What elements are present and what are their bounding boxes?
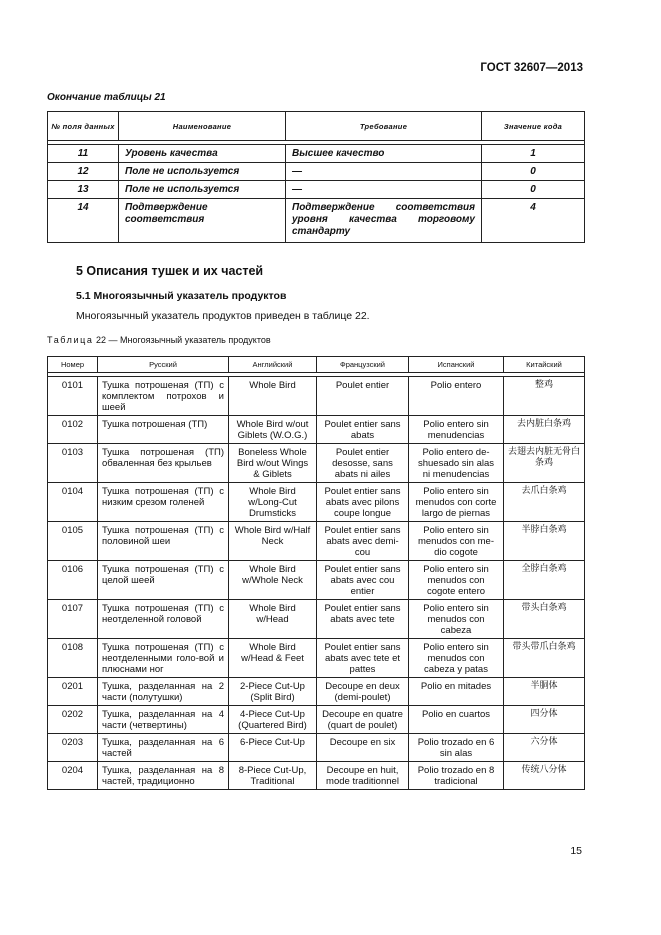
table22-cell-es: Polio entero de-shuesado sin alas ni menudencias: [409, 444, 504, 483]
table21-col-code: Значение кода: [482, 112, 585, 141]
table22-cell-ru: Тушка потрошеная (ТП) с неотделенными голо-вой и плюснами ног: [98, 639, 229, 678]
table21-row: [48, 199, 585, 243]
table22-col-fr: Французский: [317, 357, 409, 373]
table22-cell-fr: Poulet entier sans abats avec tete et pattes: [317, 639, 409, 678]
table21-cell-num: 12: [48, 163, 119, 181]
table22-row: [48, 522, 585, 561]
table22-cell-zh: 去翅去内脏无骨白条鸡: [504, 444, 585, 483]
table22-cell-ru: Тушка потрошеная (ТП): [98, 416, 229, 444]
table22-cell-es: Polio entero sin menudos con cabeza y patas: [409, 639, 504, 678]
table22-header-row: [48, 357, 585, 373]
table22-cell-num: 0106: [48, 561, 98, 600]
table22-cell-fr: Poulet entier sans abats avec demi-cou: [317, 522, 409, 561]
table22-cell-en: Whole Bird: [229, 377, 317, 416]
table21-cell-code: 4: [482, 199, 585, 243]
table21-col-num: № поля данных: [48, 112, 119, 141]
table22-cell-en: Whole Bird w/Whole Neck: [229, 561, 317, 600]
table22-row: [48, 678, 585, 706]
table22-cell-fr: Decoupe en huit, mode traditionnel: [317, 762, 409, 790]
table22-cell-es: Polio trozado en 8 tradicional: [409, 762, 504, 790]
table22-cell-fr: Decoupe en quatre (quart de poulet): [317, 706, 409, 734]
table21-cell-req: —: [286, 163, 482, 181]
table22-cell-es: Polio trozado en 6 sin alas: [409, 734, 504, 762]
table21-cell-name: Уровень качества: [119, 145, 286, 163]
table22-col-es: Испанский: [409, 357, 504, 373]
table22-caption-text: 22 — Многоязычный указатель продуктов: [96, 335, 271, 345]
table22-cell-es: Polio entero sin menudencias: [409, 416, 504, 444]
table22-cell-fr: Poulet entier sans abats avec cou entier: [317, 561, 409, 600]
table22: [47, 356, 585, 790]
table22-cell-en: Whole Bird w/Half Neck: [229, 522, 317, 561]
table22-cell-en: 8-Piece Cut-Up, Traditional: [229, 762, 317, 790]
table22-cell-es: Polio en mitades: [409, 678, 504, 706]
table21-cell-name: Подтверждение соответствия: [119, 199, 286, 243]
table21-caption: Окончание таблицы 21: [47, 92, 166, 103]
table22-row: [48, 561, 585, 600]
table22-caption: [47, 335, 271, 345]
table22-cell-ru: Тушка, разделанная на 2 части (полутушки): [98, 678, 229, 706]
table22-cell-num: 0103: [48, 444, 98, 483]
table21-cell-code: 0: [482, 163, 585, 181]
table22-cell-zh: 半脖白条鸡: [504, 522, 585, 561]
table21-row: [48, 145, 585, 163]
table22-cell-ru: Тушка, разделанная на 6 частей: [98, 734, 229, 762]
table22-cell-zh: 半胴体: [504, 678, 585, 706]
table21-cell-code: 0: [482, 181, 585, 199]
table22-row: [48, 762, 585, 790]
table22-cell-es: Polio entero sin menudos con me-dio cogote: [409, 522, 504, 561]
table22-cell-ru: Тушка потрошеная (ТП) с неотделенной головой: [98, 600, 229, 639]
table22-cell-fr: Poulet entier desosse, sans abats ni ailes: [317, 444, 409, 483]
table22-cell-num: 0102: [48, 416, 98, 444]
table22-row: [48, 444, 585, 483]
table22-cell-es: Polio entero sin menudos con cogote entero: [409, 561, 504, 600]
table22-cell-ru: Тушка, разделанная на 8 частей, традиционно: [98, 762, 229, 790]
table22-cell-es: Polio entero sin menudos con corte largo de piernas: [409, 483, 504, 522]
table22-cell-en: 4-Piece Cut-Up (Quartered Bird): [229, 706, 317, 734]
table22-cell-num: 0105: [48, 522, 98, 561]
table21-row: [48, 181, 585, 199]
table22-cell-fr: Poulet entier: [317, 377, 409, 416]
table21-cell-req: Подтверждение соответствия уровня качества торговому стандарту: [286, 199, 482, 243]
table21-row: [48, 163, 585, 181]
table21-cell-req: Высшее качество: [286, 145, 482, 163]
table22-cell-ru: Тушка потрошеная (ТП) с низким срезом голеней: [98, 483, 229, 522]
standard-code: ГОСТ 32607—2013: [480, 62, 583, 74]
table22-cell-num: 0201: [48, 678, 98, 706]
table22-cell-zh: 六分体: [504, 734, 585, 762]
table22-col-ru: Русский: [98, 357, 229, 373]
table21-cell-name: Поле не используется: [119, 163, 286, 181]
table22-row: [48, 639, 585, 678]
table21-cell-num: 13: [48, 181, 119, 199]
table22-cell-num: 0108: [48, 639, 98, 678]
table22-row: [48, 483, 585, 522]
table22-col-zh: Китайский: [504, 357, 585, 373]
table22-cell-fr: Poulet entier sans abats avec pilons coupe longue: [317, 483, 409, 522]
section-title: 5 Описания тушек и их частей: [76, 264, 264, 278]
table22-cell-num: 0101: [48, 377, 98, 416]
table22-cell-fr: Poulet entier sans abats: [317, 416, 409, 444]
table22-cell-ru: Тушка, разделанная на 4 части (четвертины): [98, 706, 229, 734]
table22-cell-zh: 四分体: [504, 706, 585, 734]
table22-cell-zh: 带头带爪白条鸡: [504, 639, 585, 678]
table22-cell-fr: Decoupe en deux (demi-poulet): [317, 678, 409, 706]
table22-cell-zh: 全脖白条鸡: [504, 561, 585, 600]
table22-cell-ru: Тушка потрошеная (ТП) обваленная без крыльев: [98, 444, 229, 483]
table22-cell-zh: 去内脏白条鸡: [504, 416, 585, 444]
table22-cell-en: Boneless Whole Bird w/out Wings & Giblets: [229, 444, 317, 483]
table22-cell-fr: Decoupe en six: [317, 734, 409, 762]
table22-cell-zh: 传统八分体: [504, 762, 585, 790]
table22-cell-ru: Тушка потрошеная (ТП) с половиной шеи: [98, 522, 229, 561]
table22-col-num: Номер: [48, 357, 98, 373]
table22-cell-num: 0203: [48, 734, 98, 762]
table22-cell-num: 0104: [48, 483, 98, 522]
table22-cell-zh: 整鸡: [504, 377, 585, 416]
table22-cell-en: Whole Bird w/Head & Feet: [229, 639, 317, 678]
table22-cell-en: 6-Piece Cut-Up: [229, 734, 317, 762]
table22-cell-num: 0202: [48, 706, 98, 734]
table22-cell-num: 0107: [48, 600, 98, 639]
table22-caption-label: Таблица: [47, 335, 94, 345]
table21-cell-name: Поле не используется: [119, 181, 286, 199]
table22-row: [48, 377, 585, 416]
page-number: 15: [570, 845, 582, 857]
table21-col-req: Требование: [286, 112, 482, 141]
table22-cell-zh: 去爪白条鸡: [504, 483, 585, 522]
table21-cell-code: 1: [482, 145, 585, 163]
table22-cell-en: 2-Piece Cut-Up (Split Bird): [229, 678, 317, 706]
table21-cell-num: 14: [48, 199, 119, 243]
table21-col-name: Наименование: [119, 112, 286, 141]
table22-cell-num: 0204: [48, 762, 98, 790]
table22-cell-zh: 带头白条鸡: [504, 600, 585, 639]
table22-row: [48, 706, 585, 734]
table22-cell-es: Polio entero: [409, 377, 504, 416]
table22-cell-en: Whole Bird w/Long-Cut Drumsticks: [229, 483, 317, 522]
table22-cell-es: Polio entero sin menudos con cabeza: [409, 600, 504, 639]
table22-cell-fr: Poulet entier sans abats avec tete: [317, 600, 409, 639]
table22-cell-ru: Тушка потрошеная (ТП) с целой шеей: [98, 561, 229, 600]
intro-paragraph: Многоязычный указатель продуктов приведен в таблице 22.: [76, 310, 370, 322]
table22-col-en: Английский: [229, 357, 317, 373]
table22-row: [48, 734, 585, 762]
table22-row: [48, 416, 585, 444]
table21-cell-req: —: [286, 181, 482, 199]
table22-row: [48, 600, 585, 639]
table22-cell-es: Polio en cuartos: [409, 706, 504, 734]
table21-cell-num: 11: [48, 145, 119, 163]
table22-cell-en: Whole Bird w/Head: [229, 600, 317, 639]
table21: [47, 111, 585, 243]
table22-cell-en: Whole Bird w/out Giblets (W.O.G.): [229, 416, 317, 444]
table22-cell-ru: Тушка потрошеная (ТП) с комплектом потрохов и шеей: [98, 377, 229, 416]
subsection-title: 5.1 Многоязычный указатель продуктов: [76, 290, 287, 302]
table21-header-row: [48, 112, 585, 141]
